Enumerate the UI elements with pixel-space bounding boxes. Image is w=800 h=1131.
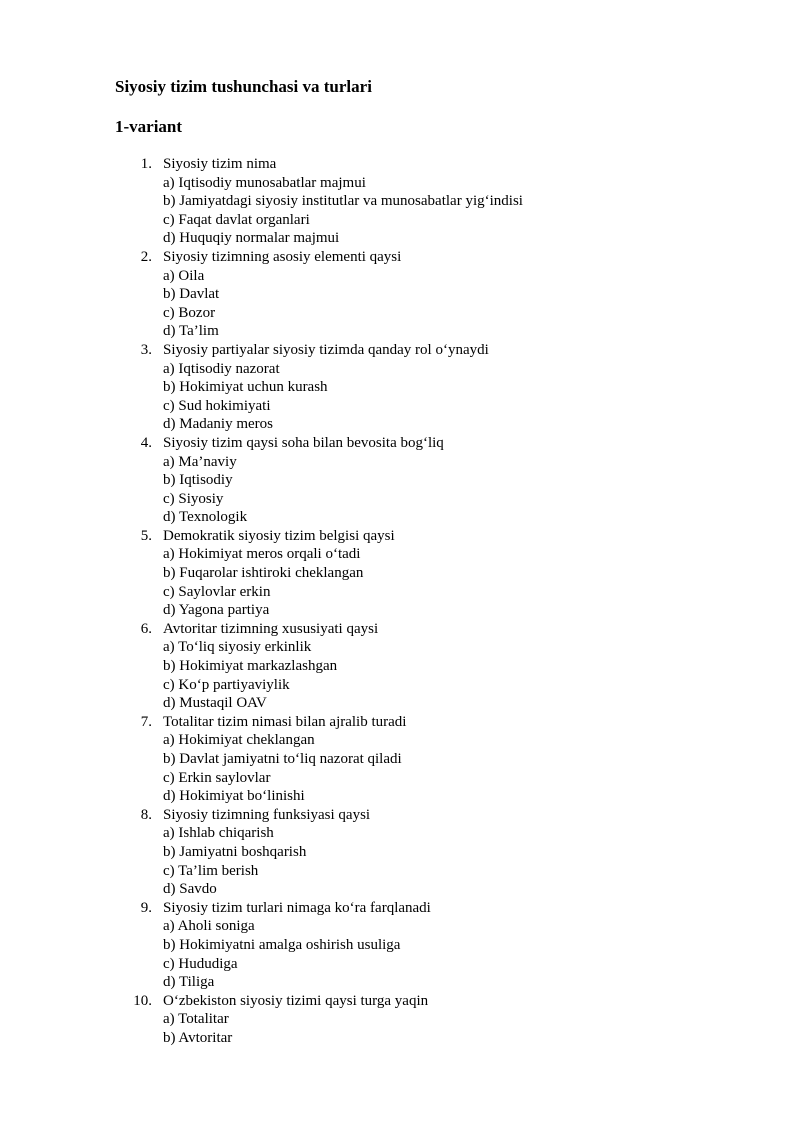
question-text: Demokratik siyosiy tizim belgisi qaysi [163, 527, 395, 544]
question-7 [0, 713, 800, 806]
answer-option-d: d) Yagona partiya [163, 602, 270, 619]
answer-option-c: c) Bozor [163, 304, 216, 321]
answer-option-c: c) Sud hokimiyati [163, 397, 271, 414]
answer-option-b: b) Fuqarolar ishtiroki cheklangan [163, 565, 364, 582]
answer-option-a: a) Totalitar [163, 1011, 229, 1028]
answer-option-b: b) Hokimiyat uchun kurash [163, 379, 328, 396]
answer-option-d: d) Madaniy meros [163, 416, 273, 433]
answer-option-b: b) Iqtisodiy [163, 472, 233, 489]
question-10 [0, 992, 800, 1048]
question-line [0, 620, 800, 639]
question-9 [0, 899, 800, 992]
question-text: Siyosiy tizim nima [163, 156, 277, 172]
answer-option-c: c) Hududiga [163, 955, 238, 972]
answer-option-a: a) Ma’naviy [163, 453, 237, 470]
answer-option-b: b) Jamiyatdagi siyosiy institutlar va munosabatlar yig‘indisi [163, 193, 523, 210]
answer-option-c: c) Saylovlar erkin [163, 583, 271, 600]
question-number: 10. [133, 992, 152, 1009]
answer-option-b: b) Jamiyatni boshqarish [163, 843, 307, 860]
question-6 [0, 620, 800, 713]
question-1 [0, 155, 800, 248]
answer-option-d: d) Ta’lim [163, 323, 219, 340]
answer-option-b: b) Hokimiyatni amalga oshirish usuliga [163, 936, 401, 953]
answer-option-c: c) Siyosiy [163, 490, 224, 507]
answer-option-a: a) Oila [163, 267, 205, 284]
question-number: 1. [140, 156, 152, 172]
question-number: 2. [140, 248, 152, 265]
answer-option-b: b) Davlat jamiyatni to‘liq nazorat qiladi [163, 751, 402, 767]
question-line [0, 527, 800, 546]
question-text: Avtoritar tizimning xususiyati qaysi [163, 620, 379, 637]
question-text: Siyosiy partiyalar siyosiy tizimda qanday rol o‘ynaydi [163, 341, 489, 358]
question-text: Siyosiy tizimning funksiyasi qaysi [163, 806, 371, 823]
answer-option-a: a) Iqtisodiy munosabatlar majmui [163, 174, 366, 191]
question-text: Siyosiy tizim turlari nimaga ko‘ra farqlanadi [163, 899, 431, 916]
answer-option-d: d) Tiliga [163, 974, 215, 991]
question-line [0, 713, 800, 732]
variant-heading: 1-variant [115, 117, 183, 136]
answer-option-a: a) Iqtisodiy nazorat [163, 360, 280, 377]
answer-option-d: d) Huquqiy normalar majmui [163, 230, 340, 247]
question-number: 5. [140, 527, 152, 544]
question-number: 7. [140, 713, 152, 730]
answer-option-d: d) Texnologik [163, 509, 248, 526]
document-title: Siyosiy tizim tushunchasi va turlari [115, 77, 372, 96]
answer-option-d: d) Savdo [163, 881, 217, 898]
question-3 [0, 341, 800, 434]
question-line [0, 899, 800, 918]
answer-option-c: c) Ko‘p partiyaviylik [163, 676, 290, 693]
answer-option-a: a) Aholi soniga [163, 918, 255, 935]
answer-option-b: b) Davlat [163, 286, 220, 303]
question-line [0, 806, 800, 825]
question-list [0, 155, 800, 1048]
question-number: 3. [140, 341, 152, 358]
question-5 [0, 527, 800, 620]
question-4 [0, 434, 800, 527]
answer-option-a: a) Ishlab chiqarish [163, 825, 274, 842]
question-line [0, 155, 800, 174]
answer-option-c: c) Faqat davlat organlari [163, 211, 310, 228]
question-line [0, 434, 800, 453]
question-line [0, 248, 800, 267]
question-text: Siyosiy tizim qaysi soha bilan bevosita bog‘liq [163, 434, 444, 451]
question-2 [0, 248, 800, 341]
question-number: 6. [140, 620, 152, 637]
question-text: Totalitar tizim nimasi bilan ajralib turadi [163, 713, 407, 730]
answer-option-d: d) Mustaqil OAV [163, 695, 267, 712]
question-8 [0, 806, 800, 899]
question-number: 8. [140, 806, 152, 823]
question-line [0, 992, 800, 1011]
answer-option-c: c) Erkin saylovlar [163, 769, 271, 786]
answer-option-a: a) To‘liq siyosiy erkinlik [163, 639, 312, 656]
question-text: Siyosiy tizimning asosiy elementi qaysi [163, 248, 402, 265]
question-number: 9. [140, 899, 152, 916]
answer-option-d: d) Hokimiyat bo‘linishi [163, 788, 305, 805]
question-line [0, 341, 800, 360]
question-text: O‘zbekiston siyosiy tizimi qaysi turga yaqin [163, 992, 429, 1009]
answer-option-b: b) Avtoritar [163, 1029, 233, 1046]
answer-option-a: a) Hokimiyat meros orqali o‘tadi [163, 546, 361, 563]
question-number: 4. [140, 434, 152, 451]
answer-option-b: b) Hokimiyat markazlashgan [163, 658, 338, 675]
answer-option-c: c) Ta’lim berish [163, 862, 259, 879]
answer-option-a: a) Hokimiyat cheklangan [163, 732, 315, 749]
